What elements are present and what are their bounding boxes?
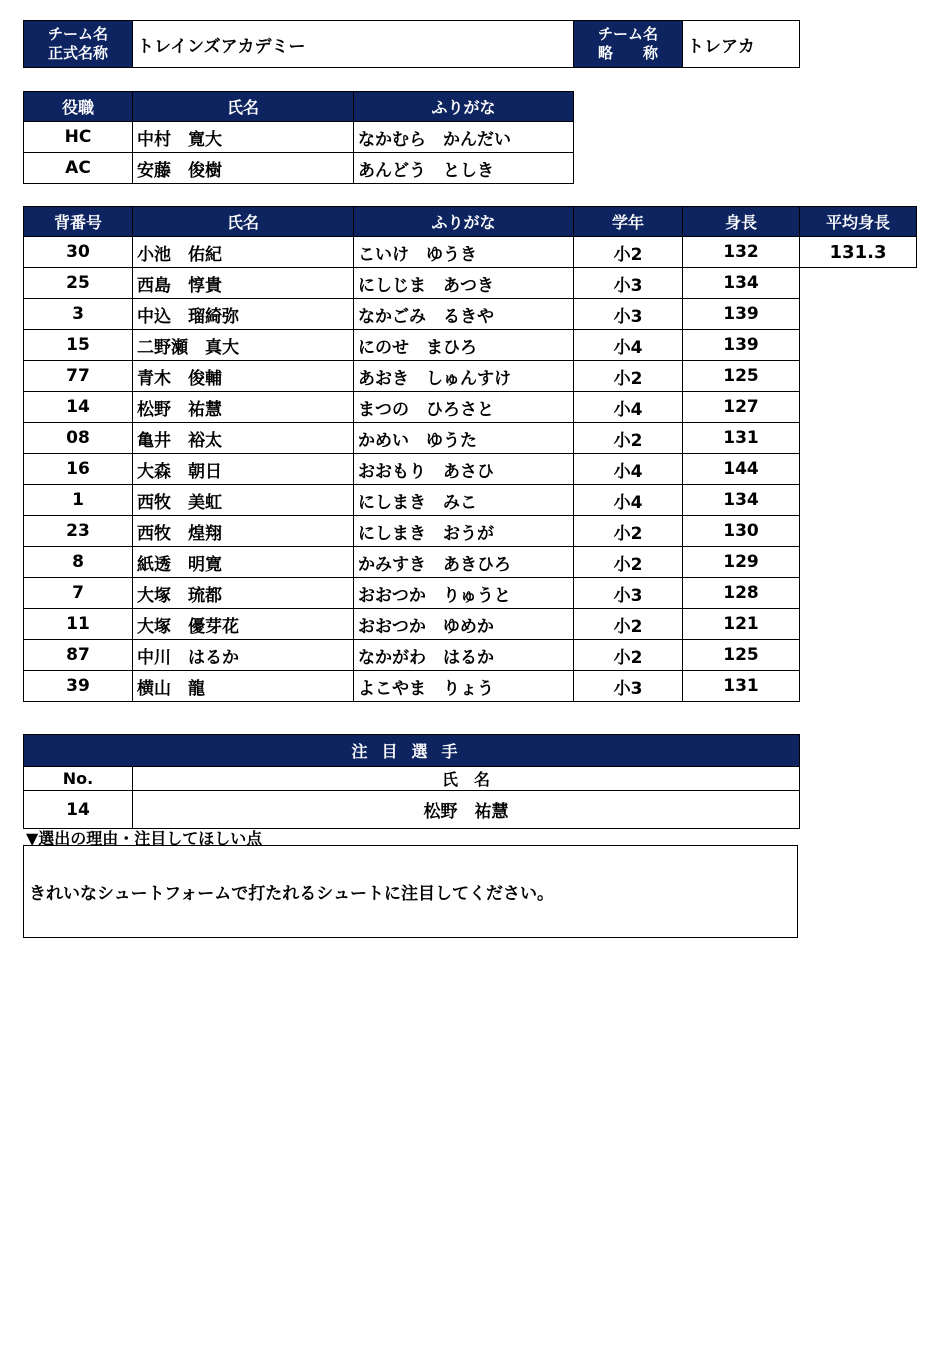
- short-team-name: トレアカ: [683, 21, 800, 68]
- empty-cell: [800, 454, 917, 485]
- player-furigana: なかがわ はるか: [354, 640, 574, 671]
- official-name-label-2: 正式名称: [47, 44, 108, 62]
- reason-box: [23, 845, 798, 938]
- roster-header-row: [24, 207, 917, 237]
- featured-subheader-row: [24, 767, 800, 791]
- player-furigana: なかごみ るきや: [354, 299, 574, 330]
- player-number: 08: [24, 423, 133, 454]
- roster-number-header: 背番号: [24, 207, 133, 237]
- empty-cell: [800, 640, 917, 671]
- player-grade: 小2: [574, 516, 683, 547]
- player-height: 131: [683, 671, 800, 702]
- player-number: 11: [24, 609, 133, 640]
- roster-height-header: 身長: [683, 207, 800, 237]
- player-height: 134: [683, 485, 800, 516]
- player-row: [24, 237, 917, 268]
- team-name-row: [24, 21, 800, 68]
- player-grade: 小2: [574, 361, 683, 392]
- player-name: 小池 佑紀: [133, 237, 354, 268]
- player-height: 139: [683, 299, 800, 330]
- staff-role-header: 役職: [24, 92, 133, 122]
- featured-number: 14: [24, 791, 133, 829]
- player-number: 77: [24, 361, 133, 392]
- player-name: 亀井 裕太: [133, 423, 354, 454]
- short-name-label-1: チーム名: [597, 25, 658, 43]
- average-height-header: 平均身長: [800, 207, 917, 237]
- player-row: [24, 609, 917, 640]
- staff-furigana: なかむら かんだい: [354, 122, 574, 153]
- average-height-value: 131.3: [800, 237, 917, 268]
- player-grade: 小2: [574, 547, 683, 578]
- featured-title-row: [24, 735, 800, 767]
- player-name: 西牧 煌翔: [133, 516, 354, 547]
- player-number: 25: [24, 268, 133, 299]
- staff-name: 安藤 俊樹: [133, 153, 354, 184]
- player-name: 青木 俊輔: [133, 361, 354, 392]
- featured-title: 注目選手: [24, 735, 800, 767]
- player-grade: 小3: [574, 671, 683, 702]
- player-furigana: にしまき みこ: [354, 485, 574, 516]
- player-name: 中川 はるか: [133, 640, 354, 671]
- player-number: 3: [24, 299, 133, 330]
- player-row: [24, 330, 917, 361]
- player-name: 大塚 優芽花: [133, 609, 354, 640]
- empty-cell: [800, 361, 917, 392]
- player-row: [24, 423, 917, 454]
- player-number: 15: [24, 330, 133, 361]
- reason-label: ▼選出の理由・注目してほしい点: [26, 829, 263, 848]
- player-number: 8: [24, 547, 133, 578]
- player-grade: 小2: [574, 423, 683, 454]
- player-height: 129: [683, 547, 800, 578]
- player-name: 大塚 琉都: [133, 578, 354, 609]
- official-team-name: トレインズアカデミー: [133, 21, 574, 68]
- player-furigana: あおき しゅんすけ: [354, 361, 574, 392]
- featured-no-label: No.: [24, 767, 133, 791]
- featured-name-label: 氏 名: [133, 767, 800, 791]
- player-number: 1: [24, 485, 133, 516]
- roster-grade-header: 学年: [574, 207, 683, 237]
- featured-player-table: [23, 734, 800, 829]
- player-row: [24, 671, 917, 702]
- player-furigana: かめい ゆうた: [354, 423, 574, 454]
- team-name-table: [23, 20, 800, 68]
- player-row: [24, 361, 917, 392]
- empty-cell: [800, 547, 917, 578]
- player-number: 23: [24, 516, 133, 547]
- player-row: [24, 392, 917, 423]
- player-grade: 小2: [574, 237, 683, 268]
- player-grade: 小4: [574, 330, 683, 361]
- player-grade: 小4: [574, 485, 683, 516]
- player-name: 松野 祐慧: [133, 392, 354, 423]
- player-number: 14: [24, 392, 133, 423]
- player-furigana: かみすき あきひろ: [354, 547, 574, 578]
- short-name-label-2: 略 称: [597, 44, 658, 62]
- player-furigana: おおもり あさひ: [354, 454, 574, 485]
- player-row: [24, 485, 917, 516]
- empty-cell: [800, 609, 917, 640]
- player-grade: 小3: [574, 268, 683, 299]
- player-height: 130: [683, 516, 800, 547]
- staff-name-header: 氏名: [133, 92, 354, 122]
- empty-cell: [800, 268, 917, 299]
- player-row: [24, 454, 917, 485]
- official-name-label-1: チーム名: [47, 25, 108, 43]
- player-name: 横山 龍: [133, 671, 354, 702]
- featured-value-row: [24, 791, 800, 829]
- staff-row: [24, 153, 574, 184]
- player-furigana: にのせ まひろ: [354, 330, 574, 361]
- staff-table: [23, 91, 574, 184]
- empty-cell: [800, 578, 917, 609]
- staff-role: HC: [24, 122, 133, 153]
- staff-furigana-header: ふりがな: [354, 92, 574, 122]
- player-furigana: おおつか ゆめか: [354, 609, 574, 640]
- empty-cell: [800, 516, 917, 547]
- empty-cell: [800, 423, 917, 454]
- player-number: 7: [24, 578, 133, 609]
- roster-name-header: 氏名: [133, 207, 354, 237]
- player-furigana: まつの ひろさと: [354, 392, 574, 423]
- player-row: [24, 547, 917, 578]
- player-number: 30: [24, 237, 133, 268]
- staff-role: AC: [24, 153, 133, 184]
- reason-text: きれいなシュートフォームで打たれるシュートに注目してください。: [29, 884, 554, 904]
- player-grade: 小3: [574, 299, 683, 330]
- player-name: 西島 惇貴: [133, 268, 354, 299]
- player-height: 134: [683, 268, 800, 299]
- player-height: 131: [683, 423, 800, 454]
- player-row: [24, 640, 917, 671]
- player-grade: 小2: [574, 640, 683, 671]
- player-furigana: よこやま りょう: [354, 671, 574, 702]
- player-grade: 小3: [574, 578, 683, 609]
- player-name: 中込 瑠綺弥: [133, 299, 354, 330]
- player-row: [24, 299, 917, 330]
- empty-cell: [800, 392, 917, 423]
- player-row: [24, 268, 917, 299]
- player-row: [24, 516, 917, 547]
- player-name: 西牧 美虹: [133, 485, 354, 516]
- empty-cell: [800, 485, 917, 516]
- player-height: 127: [683, 392, 800, 423]
- staff-row: [24, 122, 574, 153]
- player-number: 39: [24, 671, 133, 702]
- empty-cell: [800, 299, 917, 330]
- player-furigana: こいけ ゆうき: [354, 237, 574, 268]
- staff-furigana: あんどう としき: [354, 153, 574, 184]
- empty-cell: [800, 330, 917, 361]
- short-name-header: [574, 21, 683, 68]
- player-name: 二野瀬 真大: [133, 330, 354, 361]
- player-row: [24, 578, 917, 609]
- featured-name: 松野 祐慧: [133, 791, 800, 829]
- official-name-header: [24, 21, 133, 68]
- player-name: 紙透 明寛: [133, 547, 354, 578]
- player-furigana: にしじま あつき: [354, 268, 574, 299]
- player-grade: 小4: [574, 392, 683, 423]
- staff-header-row: [24, 92, 574, 122]
- player-furigana: にしまき おうが: [354, 516, 574, 547]
- player-name: 大森 朝日: [133, 454, 354, 485]
- player-furigana: おおつか りゅうと: [354, 578, 574, 609]
- staff-name: 中村 寛大: [133, 122, 354, 153]
- empty-cell: [800, 671, 917, 702]
- player-height: 125: [683, 361, 800, 392]
- player-number: 87: [24, 640, 133, 671]
- player-number: 16: [24, 454, 133, 485]
- player-height: 128: [683, 578, 800, 609]
- player-height: 121: [683, 609, 800, 640]
- player-height: 125: [683, 640, 800, 671]
- player-height: 144: [683, 454, 800, 485]
- roster-table: [23, 206, 917, 702]
- player-height: 132: [683, 237, 800, 268]
- player-grade: 小2: [574, 609, 683, 640]
- roster-furigana-header: ふりがな: [354, 207, 574, 237]
- player-grade: 小4: [574, 454, 683, 485]
- player-height: 139: [683, 330, 800, 361]
